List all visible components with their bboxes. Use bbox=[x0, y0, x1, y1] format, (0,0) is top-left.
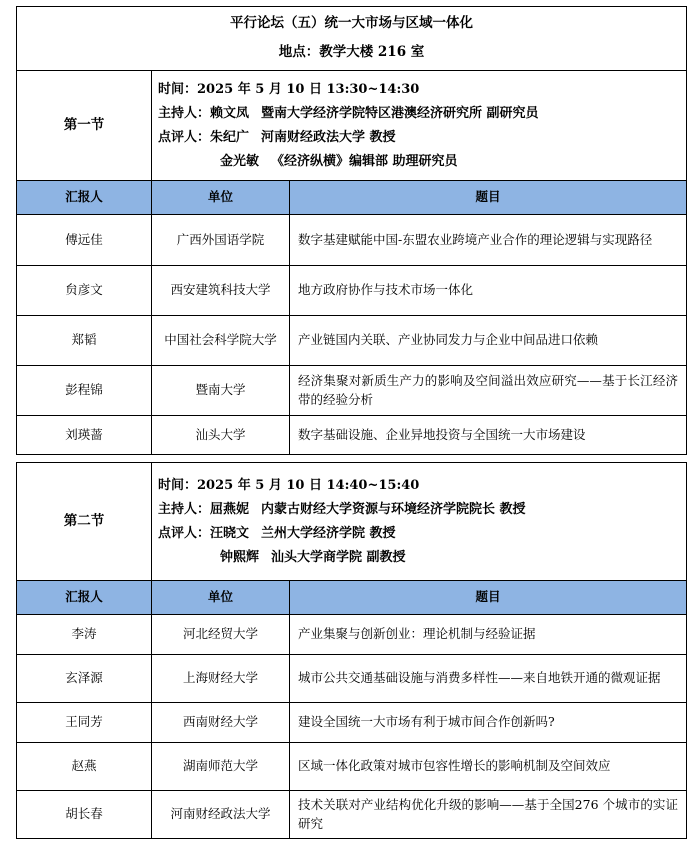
session-reviewer bbox=[158, 126, 680, 150]
reporter-name: 贠彦文 bbox=[17, 266, 152, 316]
host-label: 主持人： bbox=[158, 501, 211, 517]
report-topic: 产业集聚与创新创业：理论机制与经验证据 bbox=[290, 615, 687, 655]
reviewer-affiliation: 兰州大学经济学院 教授 bbox=[261, 525, 396, 541]
report-topic: 城市公共交通基础设施与消费多样性——来自地铁开通的微观证据 bbox=[290, 655, 687, 703]
reporter-name: 玄泽源 bbox=[17, 655, 152, 703]
reporter-name: 刘瑛蔷 bbox=[17, 416, 152, 455]
column-header-unit: 单位 bbox=[152, 581, 290, 615]
reporter-unit: 中国社会科学院大学 bbox=[152, 316, 290, 366]
reviewer-affiliation: 《经济纵横》编辑部 助理研究员 bbox=[271, 153, 458, 169]
reporter-unit: 上海财经大学 bbox=[152, 655, 290, 703]
reviewer-name: 金光敏 bbox=[220, 153, 260, 169]
host-affiliation: 内蒙古财经大学资源与环境经济学院院长 教授 bbox=[261, 501, 526, 517]
time-label: 时间： bbox=[158, 477, 198, 493]
table-row bbox=[17, 215, 687, 266]
session-info-row bbox=[17, 463, 687, 581]
session-host bbox=[158, 102, 680, 126]
reporter-name: 李涛 bbox=[17, 615, 152, 655]
reporter-unit: 河北经贸大学 bbox=[152, 615, 290, 655]
reviewer-affiliation: 汕头大学商学院 副教授 bbox=[271, 549, 406, 565]
reviewer-affiliation: 河南财经政法大学 教授 bbox=[261, 129, 396, 145]
column-header-unit: 单位 bbox=[152, 181, 290, 215]
column-header-row bbox=[17, 181, 687, 215]
reporter-unit: 西南财经大学 bbox=[152, 703, 290, 743]
column-header-topic: 题目 bbox=[290, 181, 687, 215]
forum-title: 平行论坛（五）统一大市场与区域一体化 bbox=[230, 15, 473, 32]
reviewer-name: 朱纪广 bbox=[210, 129, 250, 145]
column-header-topic: 题目 bbox=[290, 581, 687, 615]
report-topic: 建设全国统一大市场有利于城市间合作创新吗? bbox=[290, 703, 687, 743]
session-time bbox=[158, 474, 680, 498]
session-time bbox=[158, 78, 680, 102]
forum-header-row bbox=[17, 7, 687, 71]
report-topic: 技术关联对产业结构优化升级的影响——基于全国276 个城市的实证研究 bbox=[290, 791, 687, 839]
reporter-unit: 河南财经政法大学 bbox=[152, 791, 290, 839]
table-row bbox=[17, 366, 687, 416]
reviewer-label: 点评人： bbox=[158, 129, 211, 145]
time-value: 2025 年 5 月 10 日 14:40~15:40 bbox=[197, 477, 420, 493]
table-row bbox=[17, 743, 687, 791]
column-header-reporter: 汇报人 bbox=[17, 181, 152, 215]
report-topic: 数字基建赋能中国-东盟农业跨境产业合作的理论逻辑与实现路径 bbox=[290, 215, 687, 266]
column-header-reporter: 汇报人 bbox=[17, 581, 152, 615]
reviewer-name: 钟熙辉 bbox=[220, 549, 260, 565]
session-reviewer bbox=[158, 150, 680, 174]
session-1-table bbox=[16, 6, 687, 455]
session-info bbox=[152, 71, 687, 181]
report-topic: 产业链国内关联、产业协同发力与企业中间品进口依赖 bbox=[290, 316, 687, 366]
host-affiliation: 暨南大学经济学院特区港澳经济研究所 副研究员 bbox=[261, 105, 539, 121]
reporter-name: 彭程锦 bbox=[17, 366, 152, 416]
reporter-name: 赵燕 bbox=[17, 743, 152, 791]
reporter-unit: 汕头大学 bbox=[152, 416, 290, 455]
column-header-row bbox=[17, 581, 687, 615]
session-2-table bbox=[16, 462, 687, 839]
table-row bbox=[17, 791, 687, 839]
reviewer-label: 点评人： bbox=[158, 525, 211, 541]
reporter-name: 郑韬 bbox=[17, 316, 152, 366]
reporter-name: 王同芳 bbox=[17, 703, 152, 743]
reviewer-name: 汪晓文 bbox=[210, 525, 250, 541]
host-name: 屈燕妮 bbox=[210, 501, 250, 517]
table-row bbox=[17, 316, 687, 366]
table-row bbox=[17, 655, 687, 703]
reporter-name: 傅远佳 bbox=[17, 215, 152, 266]
report-topic: 区域一体化政策对城市包容性增长的影响机制及空间效应 bbox=[290, 743, 687, 791]
forum-header bbox=[17, 7, 687, 71]
session-info-row bbox=[17, 71, 687, 181]
reporter-unit: 湖南师范大学 bbox=[152, 743, 290, 791]
report-topic: 数字基础设施、企业异地投资与全国统一大市场建设 bbox=[290, 416, 687, 455]
session-info bbox=[152, 463, 687, 581]
reporter-unit: 暨南大学 bbox=[152, 366, 290, 416]
table-row bbox=[17, 703, 687, 743]
session-reviewer bbox=[158, 546, 680, 570]
host-label: 主持人： bbox=[158, 105, 211, 121]
time-value: 2025 年 5 月 10 日 13:30~14:30 bbox=[197, 81, 420, 97]
session-label: 第二节 bbox=[17, 463, 152, 581]
time-label: 时间： bbox=[158, 81, 198, 97]
table-row bbox=[17, 416, 687, 455]
session-label: 第一节 bbox=[17, 71, 152, 181]
report-topic: 经济集聚对新质生产力的影响及空间溢出效应研究——基于长江经济带的经验分析 bbox=[290, 366, 687, 416]
table-row bbox=[17, 615, 687, 655]
host-name: 赖文凤 bbox=[210, 105, 250, 121]
table-row bbox=[17, 266, 687, 316]
session-reviewer bbox=[158, 522, 680, 546]
reporter-name: 胡长春 bbox=[17, 791, 152, 839]
report-topic: 地方政府协作与技术市场一体化 bbox=[290, 266, 687, 316]
reporter-unit: 西安建筑科技大学 bbox=[152, 266, 290, 316]
reporter-unit: 广西外国语学院 bbox=[152, 215, 290, 266]
session-host bbox=[158, 498, 680, 522]
forum-location: 地点：教学大楼 216 室 bbox=[278, 44, 425, 60]
